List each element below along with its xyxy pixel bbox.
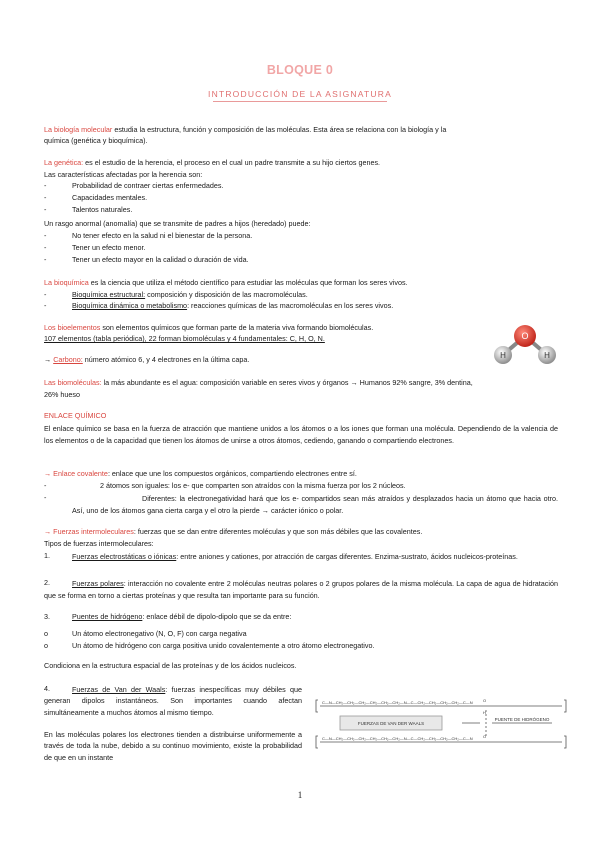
biologia-term: La biología molecular	[44, 125, 113, 134]
bioquimica-term: La bioquímica	[44, 278, 89, 287]
list-bullet: -	[44, 205, 47, 214]
list-item: No tener efecto en la salud ni el bienestar de la persona.	[72, 231, 253, 240]
fuerza-item-3: Puentes de hidrógeno: enlace débil de dipolo-dipolo que se da entre:	[72, 612, 292, 621]
svg-text:O: O	[483, 734, 487, 739]
bioelementos-definition: Los bioelementos son elementos químicos que forman parte de la materia viva formando biomoléculas.	[44, 323, 374, 332]
biologia-line1: La biología molecular estudia la estructura, función y composición de las moléculas. Esta área se relaciona con la biología y la	[44, 125, 447, 134]
bioquimica-definition: La bioquímica es la ciencia que utiliza el método científico para estudiar las moléculas que forman los seres vivos.	[44, 278, 408, 287]
list-number: 1.	[44, 551, 50, 560]
list-item: Bioquímica dinámica o metabolismo: reacciones químicas de las macromoléculas en los seres vivos.	[72, 301, 394, 310]
list-item: Talentos naturales.	[72, 205, 133, 214]
hydrogen-label: H	[544, 351, 550, 360]
svg-text:C—N—CH₂—CH₂—CH₂—CH₂—CH₂—CH₂—N—: C—N—CH₂—CH₂—CH₂—CH₂—CH₂—CH₂—N—C—CH₂—CH₂—CH₂—CH₂—C—N	[322, 700, 473, 705]
list-item: Diferentes: la electronegatividad hará que los e- compartidos sean más atraídos y desplazados hacia un átomo que hacia otro. Así, uno de los átomos gana cierta carga y el otro la pierde → carácter iónico o polar.	[72, 494, 558, 515]
biologia-line2: química (genética y bioquímica).	[44, 136, 148, 145]
list-bullet: -	[44, 255, 47, 264]
intermolecular-forces-diagram	[312, 694, 570, 756]
rasgo-intro: Un rasgo anormal (anomalía) que se transmite de padres a hijos (heredado) puede:	[44, 219, 311, 228]
list-bullet: -	[44, 290, 47, 299]
fuerza-item-1: Fuerzas electrostáticas o iónicas: entre aniones y cationes, por atracción de cargas diferentes. Enzima-sustrato, ácidos nucleicos-proteínas.	[72, 552, 518, 561]
list-bullet: -	[44, 493, 47, 502]
list-bullet: o	[44, 629, 48, 638]
biomoleculas-line1: Las biomoléculas: la más abundante es el agua: composición variable en seres vivos y órganos → Humanos 92% sangre, 3% dentina,	[44, 378, 473, 387]
svg-text:O: O	[483, 698, 487, 703]
bioelementos-summary: 107 elementos (tabla periódica), 22 forman biomoléculas y 4 fundamentales: C, H, O, N.	[44, 334, 325, 343]
list-item: Tener un efecto menor.	[72, 243, 146, 252]
list-number: 3.	[44, 612, 50, 621]
genetica-definition: La genética: es el estudio de la herencia, el proceso en el cual un padre transmite a su hijo ciertos genes.	[44, 158, 381, 167]
fuerza-item-4: Fuerzas de Van der Waals: fuerzas inespecíficas muy débiles que generan dipolos instantáneos. Son importantes cuando afectan simultáneamente a muchos átomos al mismo tiempo.	[44, 685, 302, 717]
list-item: Un átomo electronegativo (N, O, F) con carga negativa	[72, 629, 247, 638]
list-bullet: -	[44, 193, 47, 202]
list-item: Un átomo de hidrógeno con carga positiva unido covalentemente a otro átomo electronegativo.	[72, 641, 375, 650]
oxygen-label: O	[521, 331, 529, 341]
list-item: 2 átomos son iguales: los e- que comparten son atraídos con la misma fuerza por los 2 núcleos.	[100, 481, 406, 490]
condiciona-line: Condiciona en la estructura espacial de las proteínas y de los ácidos nucleicos.	[44, 661, 297, 670]
list-bullet: -	[44, 301, 47, 310]
page-title: BLOQUE 0	[266, 63, 334, 77]
list-item: Capacidades mentales.	[72, 193, 148, 202]
list-bullet: -	[44, 243, 47, 252]
biomoleculas-term: Las biomoléculas:	[44, 378, 102, 387]
fuerza-item-2: Fuerzas polares: interacción no covalente entre 2 moléculas neutras polares o 2 grupos polares de la misma molécula. La capa de agua de hidratación que se forma en torno a ciertas proteínas y que resulta tan importante para su función.	[44, 579, 558, 600]
list-number: 2.	[44, 578, 50, 587]
fuerzas-line: → Fuerzas intermoleculares: fuerzas que se dan entre diferentes moléculas y que son más débiles que las covalentes.	[44, 527, 423, 536]
vdw-paragraph: En las moléculas polares los electrones tienden a distribuirse uniformemente a través de toda la nube, debido a su continuo movimiento, existe la probabilidad de que en un instante	[44, 730, 302, 762]
section-heading-enlace: ENLACE QUÍMICO	[44, 411, 107, 420]
subtitle-underline	[213, 101, 387, 102]
list-bullet: -	[44, 231, 47, 240]
fuerzas-label: → Fuerzas intermoleculares	[44, 527, 134, 536]
carbono-line: → Carbono: número atómico 6, y 4 electrones en la última capa.	[44, 355, 250, 364]
list-bullet: o	[44, 641, 48, 650]
list-bullet: -	[44, 481, 47, 490]
page-subtitle: INTRODUCCIÓN DE LA ASIGNATURA	[208, 89, 392, 99]
svg-text:H: H	[483, 710, 486, 715]
enlace-paragraph: El enlace químico se basa en la fuerza de atracción que mantiene unidos a los átomos o a los iones que forman una molécula. Dependiendo de la valencia de los elementos o de la capacidad que tienen los átomos de unirse a otros átomos, cediendo, ganando o compartiendo electrones.	[44, 424, 558, 445]
list-item: Tener un efecto mayor en la calidad o duración de vida.	[72, 255, 249, 264]
water-molecule-illustration	[490, 322, 560, 368]
genetica-term: La genética:	[44, 158, 84, 167]
svg-text:C—N—CH₂—CH₂—CH₂—CH₂—CH₂—CH₂—N—: C—N—CH₂—CH₂—CH₂—CH₂—CH₂—CH₂—N—C—CH₂—CH₂—CH₂—CH₂—C—N	[322, 736, 473, 741]
page-number: 1	[297, 790, 303, 800]
list-number: 4.	[44, 684, 50, 693]
carbono-label: Carbono:	[53, 355, 83, 364]
list-bullet: -	[44, 181, 47, 190]
biomoleculas-line2: 26% hueso	[44, 390, 80, 399]
list-item: Probabilidad de contraer ciertas enfermedades.	[72, 181, 224, 190]
bioelementos-term: Los bioelementos	[44, 323, 101, 332]
covalente-line: → Enlace covalente: enlace que une los compuestos orgánicos, compartiendo electrones entre sí.	[44, 469, 357, 478]
hbond-label: PUENTE DE HIDRÓGENO	[494, 717, 550, 722]
covalente-label: → Enlace covalente	[44, 469, 108, 478]
genetica-intro: Las características afectadas por la herencia son:	[44, 170, 203, 179]
list-item: Bioquímica estructural: composición y disposición de las macromoléculas.	[72, 290, 308, 299]
hydrogen-label: H	[500, 351, 506, 360]
fuerzas-tipos: Tipos de fuerzas intermoleculares:	[44, 539, 154, 548]
vdw-label: FUERZAS DE VAN DER WAALS	[357, 721, 425, 726]
